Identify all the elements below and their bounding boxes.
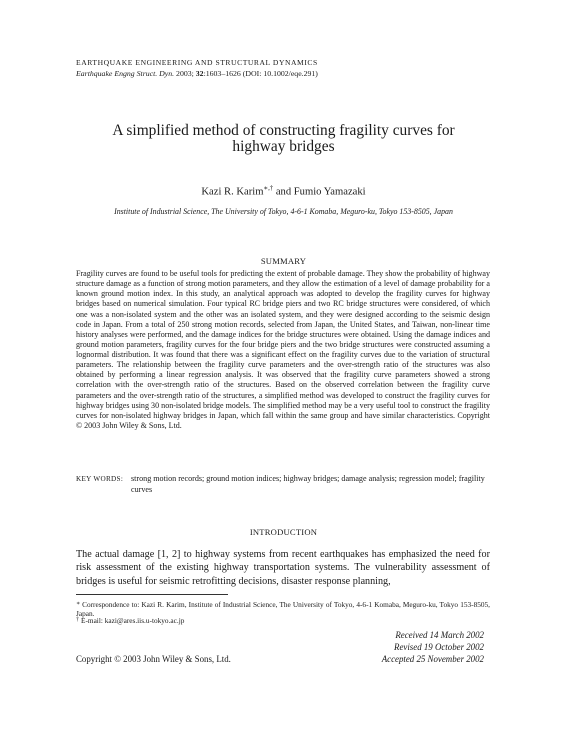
- footnote-rule: [76, 594, 228, 595]
- footnote-email: [76, 616, 490, 625]
- submission-dates: [300, 630, 484, 666]
- footnote-2-text: E-mail: kazi@ares.iis.u-tokyo.ac.jp: [81, 616, 185, 625]
- accepted-date: Accepted 25 November 2002: [381, 653, 484, 664]
- summary-heading: SUMMARY: [260, 256, 307, 266]
- author-1: Kazi R. Karim: [201, 186, 264, 198]
- introduction-text: The actual damage [1, 2] to highway systems from recent earthquakes has emphasized the need for risk assessment of the existing highway transportation systems. The vulnerability assessment of bridges is useful for seismic retrofitting decisions, disaster response planning,: [76, 549, 490, 587]
- introduction-heading: INTRODUCTION: [249, 527, 318, 537]
- journal-name: EARTHQUAKE ENGINEERING AND STRUCTURAL DYNAMICS: [76, 58, 318, 67]
- author-list: [60, 182, 507, 199]
- revised-date: Revised 19 October 2002: [394, 641, 484, 652]
- keywords-label: KEY WORDS:: [76, 475, 124, 483]
- affiliation: Institute of Industrial Science, The University of Tokyo, 4-6-1 Komaba, Meguro-ku, Tokyo 153-8505, Japan: [114, 207, 453, 216]
- article-title: [60, 123, 507, 155]
- footnote-mark-2: †: [76, 617, 79, 623]
- footnote-1-text: Correspondence to: Kazi R. Karim, Institute of Industrial Science, The University of Tokyo, 4-6-1 Komaba, Meguro-ku, Tokyo 153-8505, Japan.: [76, 600, 490, 619]
- title-line-1: A simplified method of constructing fragility curves for: [112, 122, 455, 139]
- received-date: Received 14 March 2002: [395, 630, 484, 640]
- journal-citation: [76, 69, 318, 79]
- abstract-text: Fragility curves are found to be useful tools for predicting the extent of probable damage. They show the probability of highway structure damage as a function of strong motion parameters, and they allow the estimation of a level of damage probability for a known ground motion index. In this study, an analytical approach was adopted to develop the fragility curves for highway bridges based on numerical simulation. Four typical RC bridge piers and two RC bridge structures were considered, of which one was a non-isolated system and the other was an isolated system, and they were designed according to the seismic design code in Japan. From a total of 250 strong motion records, selected from Japan, the United States, and Taiwan, non-linear time history analyses were performed, and the damage indices for the bridge structures were obtained. Using the damage indices and ground motion parameters, fragility curves for the four bridge piers and the two bridge structures were constructed assuming a lognormal distribution. It was found that there was a significant effect on the fragility curves due to the variation of structural parameters. The relationship between the fragility curve parameters and the over-strength ratio of the structures was also obtained by performing a linear regression analysis. It was observed that the fragility curve parameters showed a strong correlation with the over-strength ratio of the structures. Based on the observed correlation between the fragility curve parameters and the over-strength ratio of the structures, a simplified method was developed to construct the fragility curves for highway bridges using 30 non-isolated bridge models. The simplified method may be a very useful tool to construct the fragility curves for non-isolated highway bridges in Japan, which fall within the same group and have similar characteristics. Copyright © 2003 John Wiley & Sons, Ltd.: [76, 269, 490, 430]
- citation-journal: Earthquake Engng Struct. Dyn.: [76, 69, 175, 78]
- copyright-footer: Copyright © 2003 John Wiley & Sons, Ltd.: [76, 654, 231, 664]
- author-1-footnote-marks: ∗,†: [263, 185, 274, 192]
- citation-volume: 32: [195, 69, 204, 78]
- citation-year: 2003;: [174, 69, 196, 78]
- footnote-mark-1: ∗: [76, 601, 81, 607]
- author-2: and Fumio Yamazaki: [273, 186, 366, 198]
- title-line-2: highway bridges: [232, 138, 335, 155]
- keywords-text: strong motion records; ground motion indices; highway bridges; damage analysis; regression model; fragility curves: [131, 474, 485, 494]
- citation-pages-doi: :1603–1626 (DOI: 10.1002/eqe.291): [203, 69, 318, 78]
